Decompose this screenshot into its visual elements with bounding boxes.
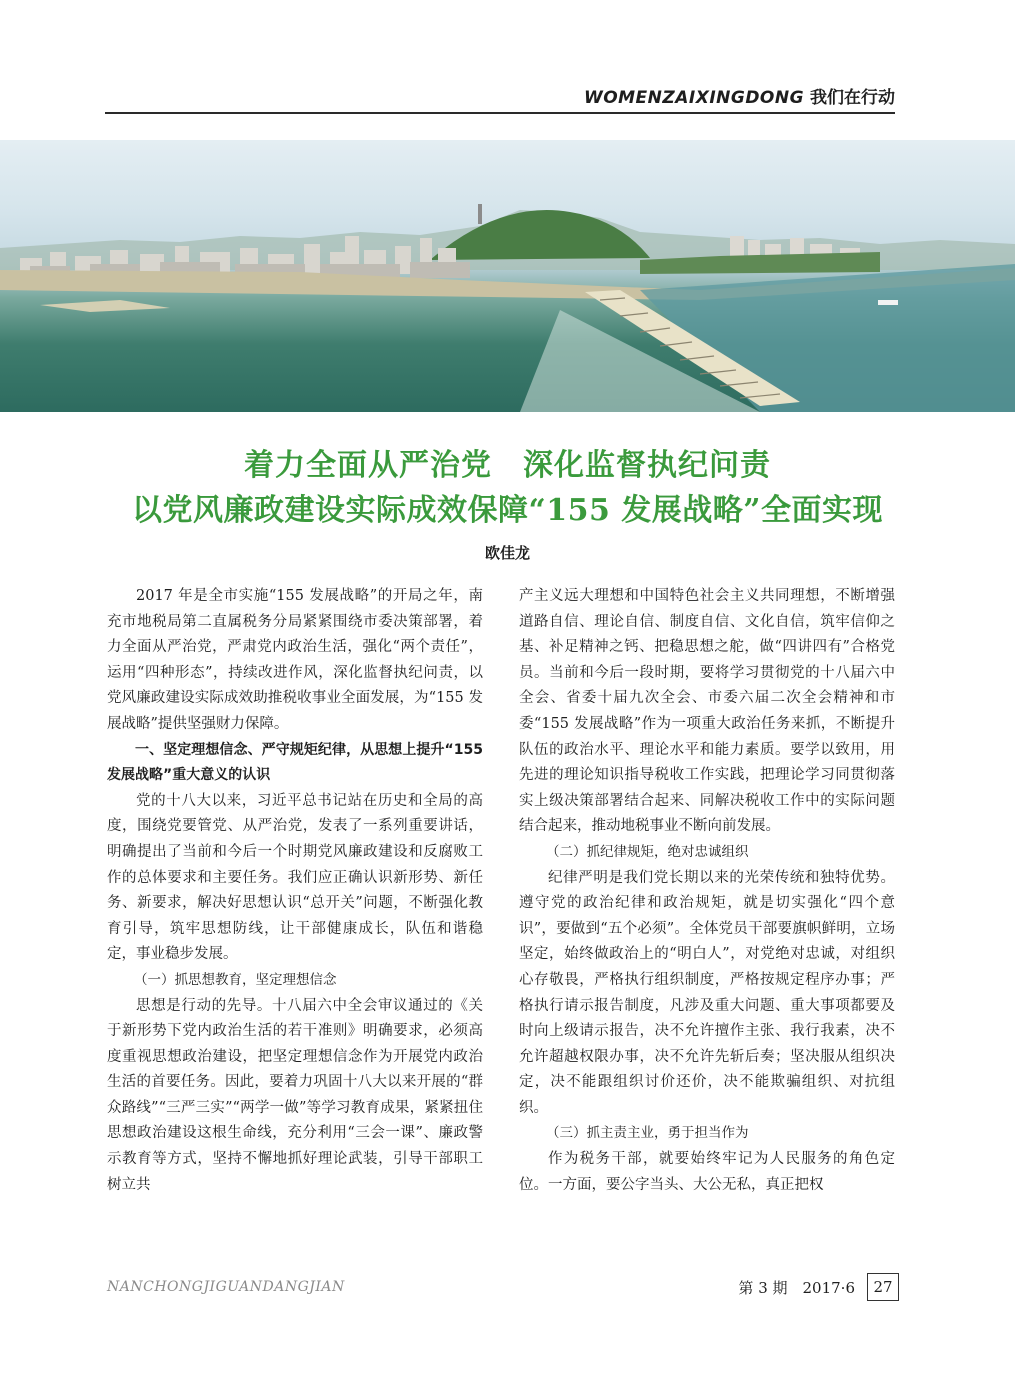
subsection-heading: （一）抓思想教育，坚定理想信念 [134,971,337,988]
paragraph: 思想是行动的先导。十八届六中全会审议通过的《关于新形势下党内政治生活的若干准则》明确要求，必须高度重视思想政治建设，把坚定理想信念作为开展党内政治生活的首要任务。因此，要着力巩固十八大以来开展的“群众路线”“三严三实”“两学一做”等学习教育成果，紧紧扭住思想政治建设这根生命线，充分利用“三会一课”、廉政警示教育等方式，坚持不懈地抓好理论武装，引导干部职工树立共 [107,997,483,1193]
article-title-line-2: 以党风廉政建设实际成效保障“155 发展战略”全面实现 [131,493,884,528]
section-label-chinese: 我们在行动 [810,88,895,108]
journal-name: NANCHONGJIGUANDANGJIAN [107,1279,345,1295]
right-column [519,584,895,1198]
running-header [105,82,895,114]
paragraph: 2017 年是全市实施“155 发展战略”的开局之年，南充市地税局第二直属税务分局紧紧围绕市委决策部署，着力全面从严治党，严肃党内政治生活，强化“两个责任”，运用“四种形态”，持续改进作风，深化监督执纪问责，以党风廉政建设实际成效助推税收事业全面发展，为“155 发展战略”提供坚强财力保障。 [107,588,483,732]
paragraph: 作为税务干部，就要始终牢记为人民服务的角色定位。一方面，要公字当头、大公无私，真正把权 [519,1151,895,1193]
aerial-city-river-dam-photo [0,140,1015,412]
page-footer [738,1272,899,1302]
issue-info: 第 3 期 2017·6 [738,1278,855,1297]
author: 欧佳龙 [484,544,530,562]
paragraph-continued: 产主义远大理想和中国特色社会主义共同理想，不断增强道路自信、理论自信、制度自信、文化自信，筑牢信仰之基、补足精神之钙、把稳思想之舵，做“四讲四有”合格党员。当前和今后一段时期，要将学习贯彻党的十八届六中全会、省委十届九次全会、市委六届二次全会精神和市委“155 发展战略”作为一项重大政治任务来抓，不断提升队伍的政治水平、理论水平和能力素质。要学以致用，用先进的理论知识指导税收工作实践，把理论学习同贯彻落实上级决策部署结合起来、同解决税收工作中的实际问题结合起来，推动地税事业不断向前发展。 [519,588,895,835]
page-number: 27 [867,1273,899,1301]
left-column [107,584,483,1198]
article-title-line-1: 着力全面从严治党 深化监督执纪问责 [244,448,771,483]
paragraph: 纪律严明是我们党长期以来的光荣传统和独特优势。遵守党的政治纪律和政治规矩，就是切实强化“四个意识”，要做到“五个必须”。全体党员干部要旗帜鲜明，立场坚定，始终做政治上的“明白人”，对党绝对忠诚，对组织心存敬畏，严格执行组织制度，严格按规定程序办事；严格执行请示报告制度，凡涉及重大问题、重大事项都要及时向上级请示报告，决不允许擅作主张、我行我素，决不允许超越权限办事，决不允许先斩后奏；坚决服从组织决定，决不能跟组织讨价还价，决不能欺骗组织、对抗组织。 [519,869,895,1116]
subsection-heading: （二）抓纪律规矩，绝对忠诚组织 [546,843,749,860]
section-label [584,83,895,108]
subsection-heading: （三）抓主责主业，勇于担当作为 [546,1125,749,1142]
section-heading: 一、坚定理想信念、严守规矩纪律，从思想上提升“155 发展战略”重大意义的认识 [107,741,483,784]
paragraph: 党的十八大以来，习近平总书记站在历史和全局的高度，围绕党要管党、从严治党，发表了一系列重要讲话，明确提出了当前和今后一个时期党风廉政建设和反腐败工作的总体要求和主要任务。我们应正确认识新形势、新任务、新要求，解决好思想认识“总开关”问题，不断强化教育引导，筑牢思想防线，让干部健康成长，队伍和谐稳定，事业稳步发展。 [107,792,483,963]
section-label-latin: WOMENZAIXINGDONG [583,88,805,108]
